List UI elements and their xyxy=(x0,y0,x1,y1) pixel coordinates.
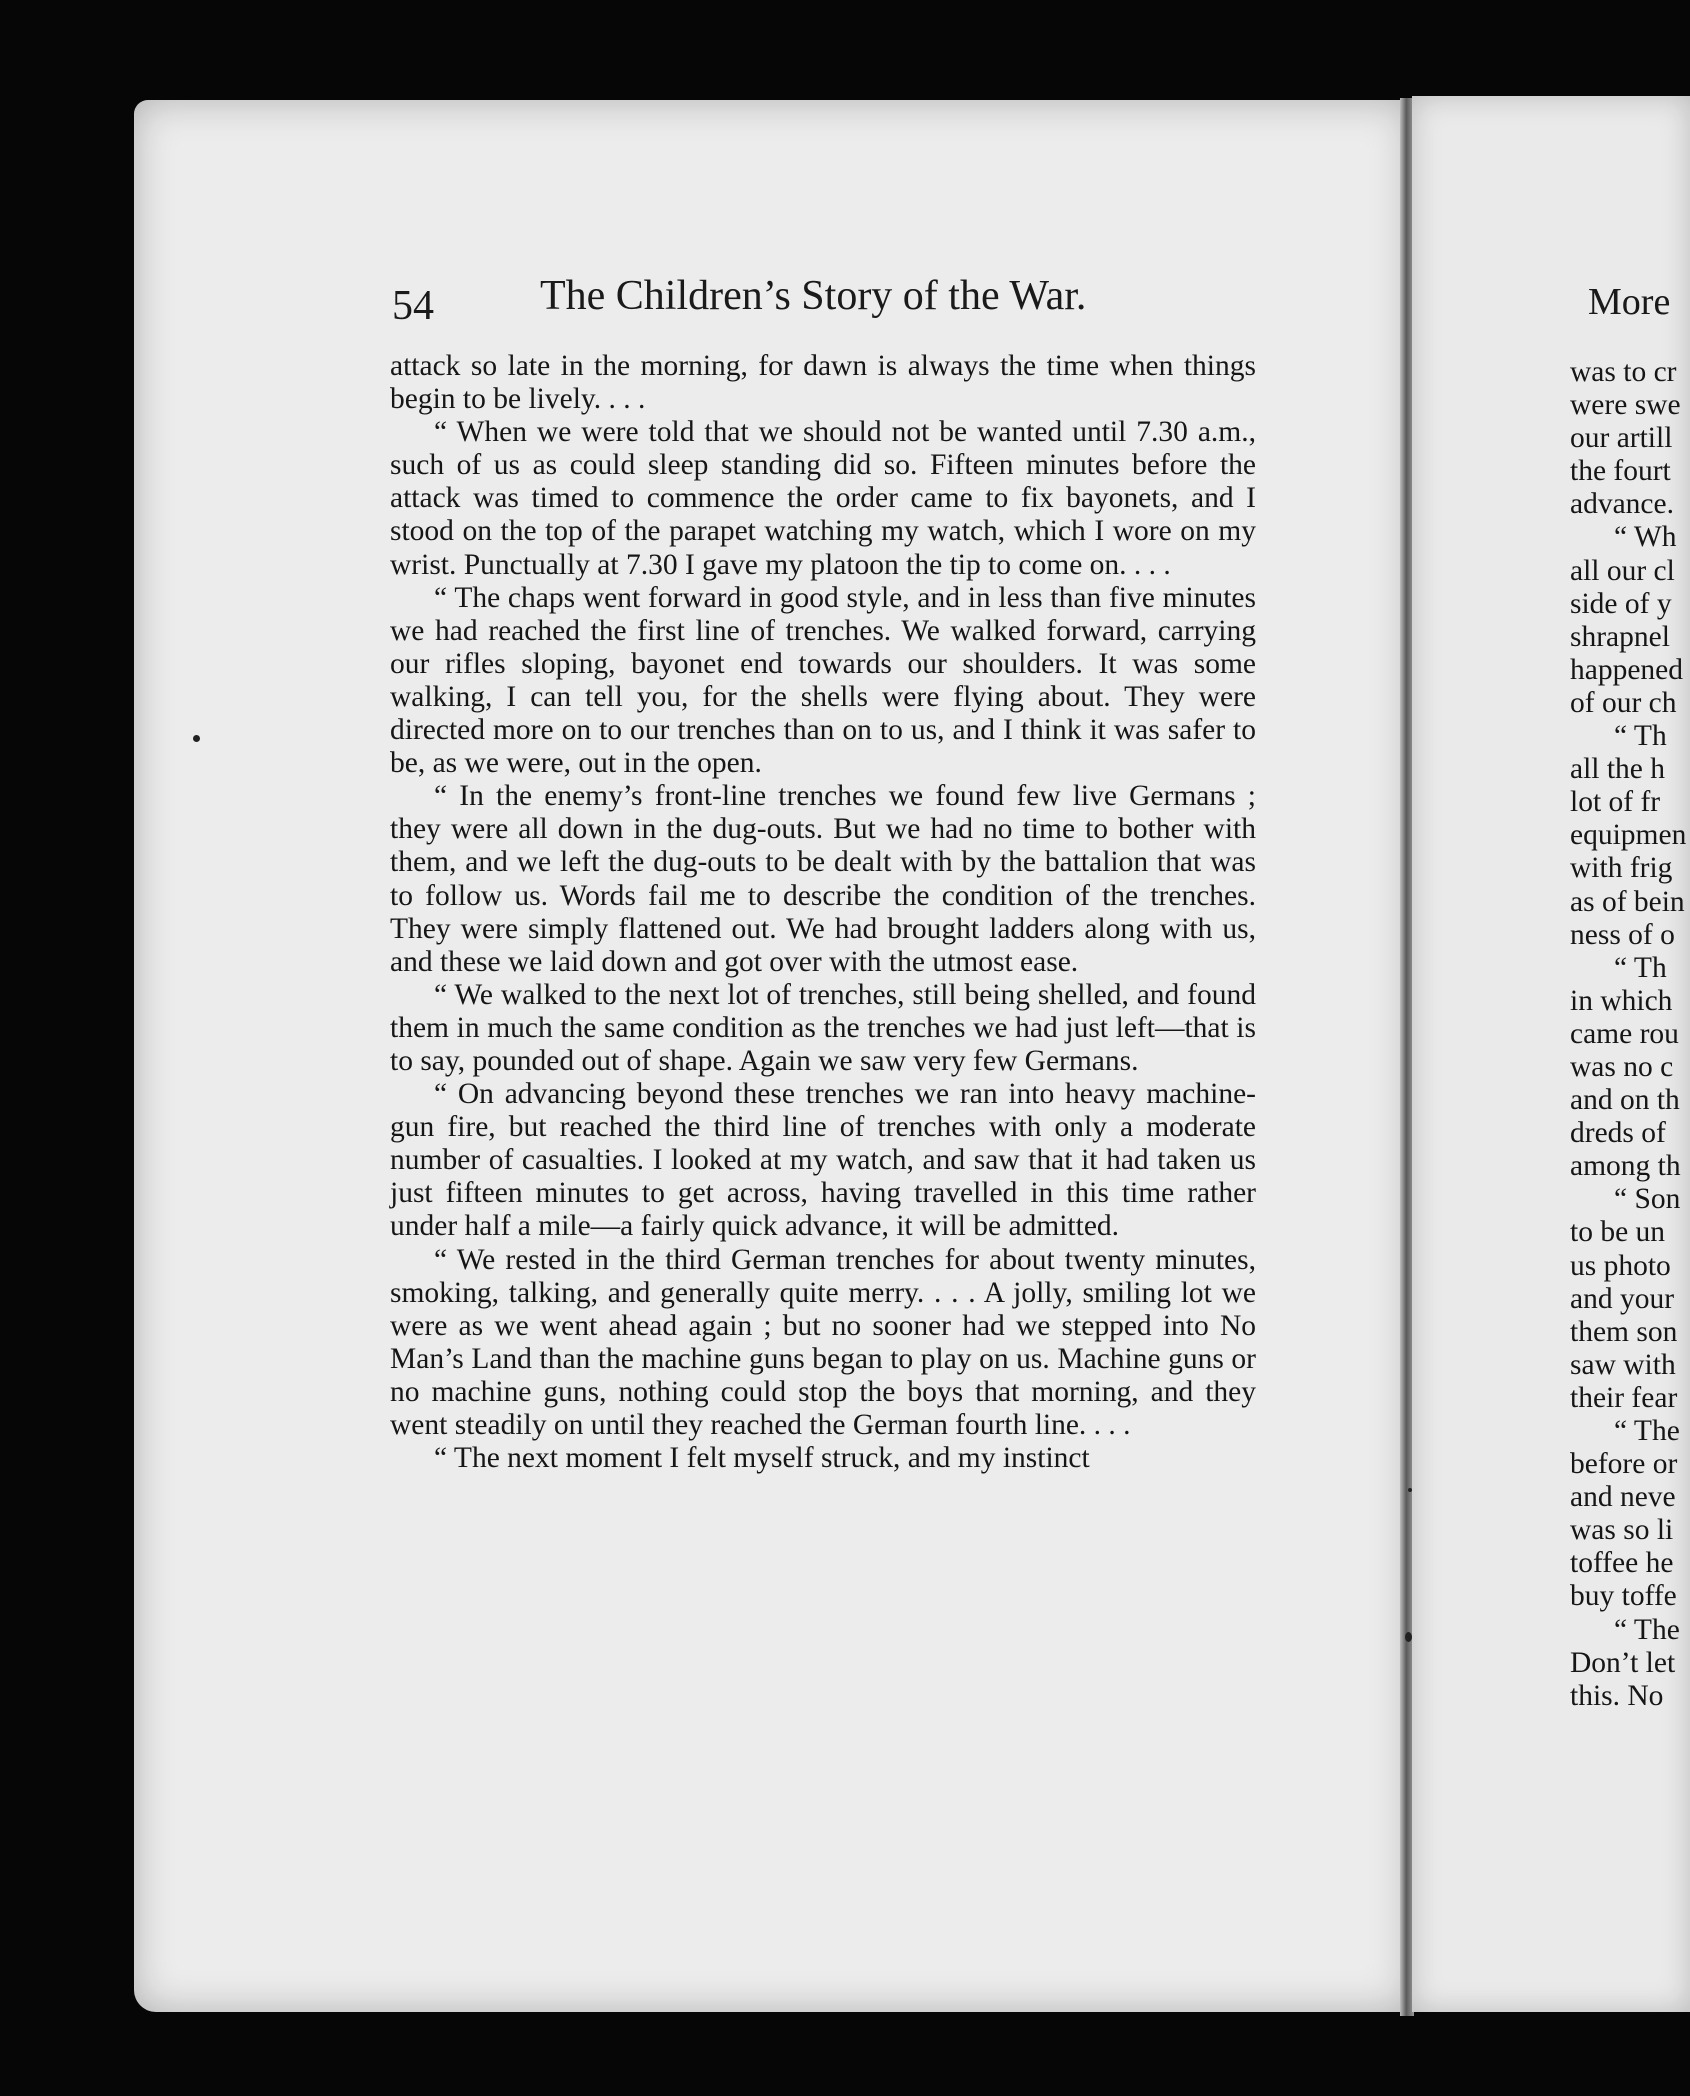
right-page-line: were swe xyxy=(1570,389,1681,422)
right-page-line: to be un xyxy=(1570,1216,1666,1249)
right-page-line: them son xyxy=(1570,1315,1678,1348)
right-page-line: with frig xyxy=(1570,852,1673,885)
right-page-line: all the h xyxy=(1570,753,1666,786)
right-page-line: saw with xyxy=(1570,1348,1676,1381)
right-page-line: our artill xyxy=(1570,422,1673,455)
right-page-line: buy toffe xyxy=(1570,1580,1677,1613)
right-page-line: was no c xyxy=(1570,1050,1674,1083)
paragraph: “ When we were told that we should not be wanted until 7.30 a.m., such of us as could sleep standing did so. Fifteen minutes before the attack was timed to commence the order came to fix bayonets, and I stood on the top of the parapet watching my watch, which I wore on my wrist. Punctually at 7.30 I gave my platoon the tip to come on. . . . xyxy=(390,416,1256,581)
right-page-text xyxy=(1570,356,1690,1713)
right-page-line: their fear xyxy=(1570,1381,1678,1414)
right-page-line: lot of fr xyxy=(1570,786,1661,819)
right-page-line: among th xyxy=(1570,1150,1681,1183)
right-page-line: us photo xyxy=(1570,1249,1671,1282)
paragraph: “ In the enemy’s front-line trenches we found few live Germans ; they were all down in the dug-outs. But we had no time to bother with them, and we left the dug-outs to be dealt with by the battalion that was to follow us. Words fail me to describe the condition of the trenches. They were simply flattened out. We had brought ladders along with us, and these we laid down and got over with the utmost ease. xyxy=(390,780,1256,978)
running-head: The Children’s Story of the War. xyxy=(540,273,1087,319)
scan-speck xyxy=(1408,1488,1412,1492)
right-page-line: and neve xyxy=(1570,1481,1676,1514)
right-page-line: “ Th xyxy=(1614,720,1667,753)
right-page-line: “ Wh xyxy=(1614,521,1677,554)
right-page-line: and on th xyxy=(1570,1084,1680,1117)
right-page-line: side of y xyxy=(1570,587,1672,620)
paragraph: attack so late in the morning, for dawn is always the time when things begin to be lively. . . . xyxy=(390,350,1256,416)
paragraph: “ The next moment I felt myself struck, and my instinct xyxy=(434,1442,1090,1475)
right-page-line: in which xyxy=(1570,984,1673,1017)
right-page-line: dreds of xyxy=(1570,1117,1666,1150)
paragraph: “ We walked to the next lot of trenches, still being shelled, and found them in much the same condition as the trenches we had just left—that is to say, pounded out of shape. Again we saw very few Germans. xyxy=(390,978,1256,1077)
right-page-line: “ Th xyxy=(1614,951,1667,984)
right-page-line: toffee he xyxy=(1570,1547,1674,1580)
right-page-line: “ The xyxy=(1614,1613,1680,1646)
scan-speck xyxy=(193,735,200,742)
right-page-line: as of bein xyxy=(1570,885,1685,918)
right-page-line: was to cr xyxy=(1570,356,1677,388)
right-page-line: happened xyxy=(1570,653,1684,686)
right-running-head: More xyxy=(1588,281,1671,323)
right-page-line: and your xyxy=(1570,1282,1675,1315)
right-page-line: “ Son xyxy=(1614,1183,1681,1216)
right-page-line: was so li xyxy=(1570,1514,1674,1547)
right-page-line: “ The xyxy=(1614,1415,1680,1447)
body-text xyxy=(390,350,1256,1475)
right-page-line: came rou xyxy=(1570,1017,1679,1050)
right-page-line: this. No xyxy=(1570,1679,1664,1712)
paragraph: “ On advancing beyond these trenches we ran into heavy machine-gun fire, but reached the third line of trenches with only a moderate number of casualties. I looked at my watch, and saw that it had taken us just fifteen minutes to get across, having travelled in this time rather under half a mile—a fairly quick advance, it will be admitted. xyxy=(390,1078,1256,1243)
right-page-line: ness of o xyxy=(1570,918,1675,951)
paragraph: “ The chaps went forward in good style, and in less than five minutes we had reached the first line of trenches. We walked forward, carrying our rifles sloping, bayonet end towards our shoulders. It was some walking, I can tell you, for the shells were flying about. They were directed more on to our trenches than on to us, and I think it was safer to be, as we were, out in the open. xyxy=(390,581,1256,780)
right-page-line: before or xyxy=(1570,1448,1678,1481)
paragraph: “ We rested in the third German trenches for about twenty minutes, smoking, talking, and generally quite merry. . . . A jolly, smiling lot we were as we went ahead again ; but no sooner had we stepped into No Man’s Land than the machine guns began to play on us. Machine guns or no machine guns, nothing could stop the boys that morning, and they went steadily on until they reached the German fourth line. . . . xyxy=(390,1243,1256,1441)
scan-speck xyxy=(1405,1632,1412,1642)
right-page-line: advance. xyxy=(1570,488,1674,521)
right-page-line: shrapnel xyxy=(1570,620,1670,653)
right-page-line: of our ch xyxy=(1570,686,1677,719)
right-page-line: the fourt xyxy=(1570,455,1671,488)
right-page-line: Don’t let xyxy=(1570,1646,1676,1679)
right-page-line: equipmen xyxy=(1570,819,1687,852)
right-page-line: all our cl xyxy=(1570,554,1675,587)
page-number: 54 xyxy=(392,283,434,329)
